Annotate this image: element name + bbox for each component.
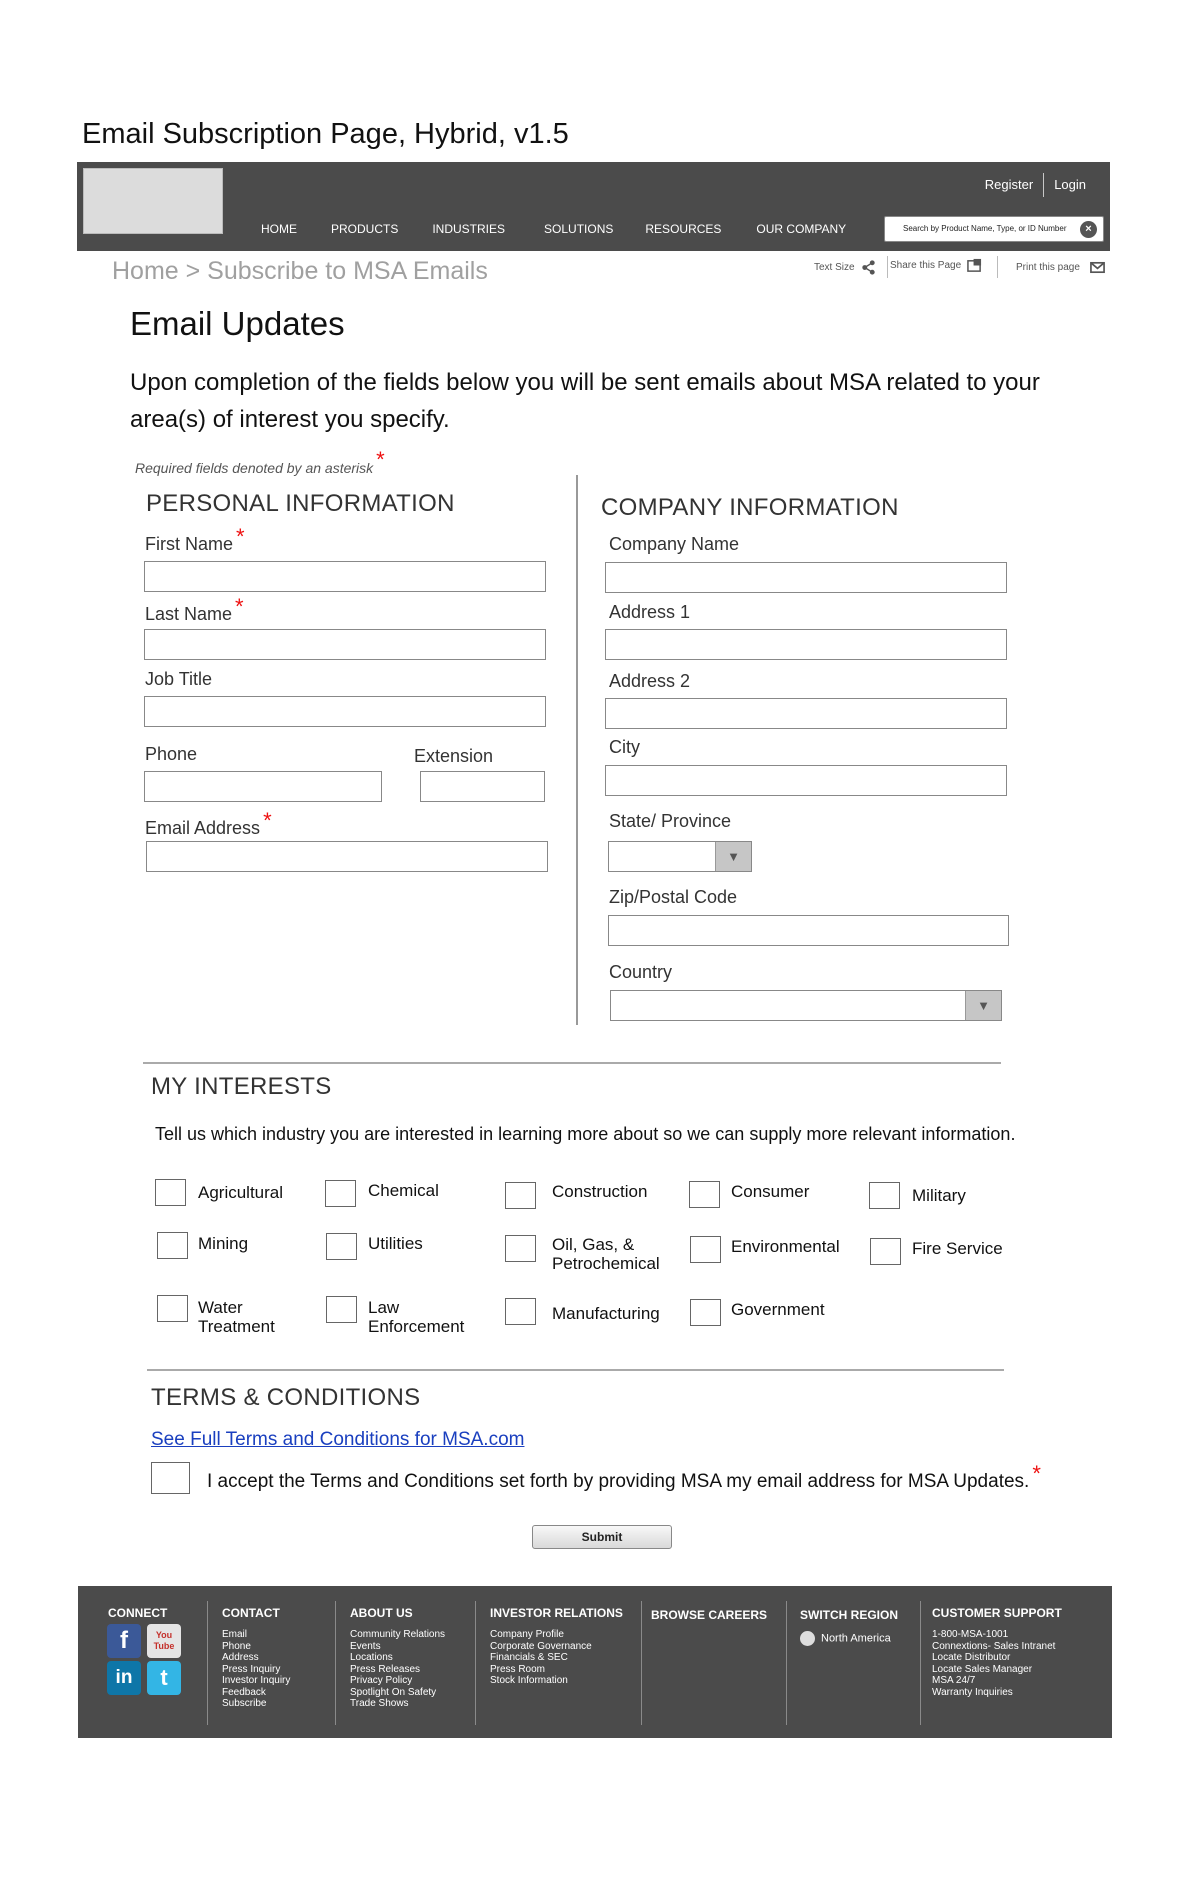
label-chemical: Chemical [368, 1181, 439, 1200]
required-asterisk: * [263, 808, 272, 833]
nav-home[interactable]: HOME [261, 222, 297, 236]
clear-search-icon[interactable]: × [1080, 221, 1097, 238]
required-asterisk: * [235, 594, 244, 619]
label-military: Military [912, 1186, 966, 1205]
country-label: Country [609, 962, 673, 982]
checkbox-environmental[interactable] [690, 1236, 721, 1263]
footer-link[interactable]: Email [222, 1629, 248, 1640]
footer-contact [222, 1606, 290, 1710]
first-name-label-text: First Name [145, 534, 234, 554]
checkbox-law-enforcement[interactable] [326, 1296, 357, 1323]
logo-placeholder[interactable] [83, 168, 223, 234]
label-agricultural: Agricultural [198, 1183, 284, 1202]
text-size-control[interactable] [814, 260, 876, 275]
required-asterisk: * [376, 447, 385, 472]
checkbox-water-treatment[interactable] [157, 1295, 188, 1322]
intro-text: Upon completion of the fields below you will be sent emails about MSA related to your area(s) of interest you specify. [130, 369, 1040, 433]
checkbox-construction[interactable] [505, 1182, 536, 1209]
site-header [77, 162, 1110, 251]
checkbox-mining[interactable] [157, 1232, 188, 1259]
share-window-icon [967, 258, 982, 273]
checkbox-manufacturing[interactable] [505, 1298, 536, 1325]
footer-contact-heading: CONTACT [222, 1606, 280, 1620]
label-oil-gas: Oil, Gas, & Petrochemical [552, 1235, 660, 1273]
divider [335, 1601, 336, 1725]
checkbox-military[interactable] [869, 1182, 900, 1209]
accept-terms-text: I accept the Terms and Conditions set forth by providing MSA my email address for MSA Updates. [207, 1471, 1030, 1492]
footer-support-heading: CUSTOMER SUPPORT [932, 1606, 1062, 1620]
address1-input[interactable] [605, 629, 1007, 660]
footer-support [932, 1606, 1062, 1698]
youtube-icon[interactable]: You Tube [147, 1624, 181, 1658]
label-consumer: Consumer [731, 1182, 810, 1201]
footer-careers [651, 1606, 767, 1631]
document-title: Email Subscription Page, Hybrid, v1.5 [82, 118, 569, 150]
job-title-label: Job Title [145, 669, 213, 689]
last-name-label [145, 594, 244, 626]
main-nav [261, 222, 846, 236]
footer-link[interactable]: Press Room [490, 1663, 546, 1675]
last-name-input[interactable] [144, 629, 546, 660]
checkbox-government[interactable] [690, 1299, 721, 1326]
column-divider [576, 475, 578, 1025]
footer-link[interactable]: Address [222, 1652, 259, 1663]
divider [887, 256, 888, 278]
footer-link[interactable]: MSA 24/7 [932, 1675, 976, 1686]
checkbox-chemical[interactable] [325, 1180, 356, 1207]
divider [786, 1601, 787, 1725]
email-input[interactable] [146, 841, 548, 872]
checkbox-agricultural[interactable] [155, 1179, 186, 1206]
required-note [135, 447, 385, 479]
required-asterisk: * [236, 524, 245, 549]
first-name-label [145, 524, 245, 556]
dropdown-arrow-icon: ▼ [715, 842, 751, 871]
extension-input[interactable] [420, 771, 545, 802]
last-name-label-text: Last Name [145, 604, 233, 624]
company-section-title: COMPANY INFORMATION [601, 494, 899, 521]
footer-about-heading: ABOUT US [350, 1606, 413, 1620]
footer-link[interactable]: Locate Distributor [932, 1652, 1011, 1663]
terms-link[interactable]: See Full Terms and Conditions for MSA.com [151, 1429, 525, 1450]
footer-link[interactable]: Subscribe [222, 1698, 267, 1709]
section-divider [147, 1369, 1004, 1371]
divider [475, 1601, 476, 1725]
footer-link[interactable]: Phone [222, 1640, 251, 1652]
search-placeholder: Search by Product Name, Type, or ID Number [903, 224, 1067, 233]
email-label-text: Email Address [145, 818, 261, 838]
footer-region-heading: SWITCH REGION [800, 1608, 898, 1622]
footer-link[interactable]: Privacy Policy [350, 1675, 413, 1686]
nav-solutions[interactable]: SOLUTIONS [544, 222, 614, 236]
nav-products[interactable]: PRODUCTS [331, 222, 399, 236]
print-page-control[interactable] [1016, 260, 1105, 275]
footer-link[interactable]: Connextions- Sales Intranet [932, 1640, 1056, 1652]
extension-label: Extension [414, 746, 494, 766]
print-label: Print this page [1016, 262, 1080, 273]
facebook-icon[interactable]: f [107, 1624, 141, 1658]
accept-terms-label [207, 1461, 1041, 1493]
personal-section-title: PERSONAL INFORMATION [146, 490, 455, 517]
footer-link[interactable]: Press Inquiry [222, 1663, 281, 1675]
required-note-text: Required fields denoted by an asterisk [135, 460, 374, 476]
checkbox-fire-service[interactable] [870, 1238, 901, 1265]
footer-link[interactable]: Community Relations [350, 1629, 446, 1640]
globe-icon [800, 1631, 815, 1646]
share-label: Share this Page [890, 260, 962, 271]
envelope-icon [1090, 260, 1105, 275]
footer-link[interactable]: Stock Information [490, 1675, 568, 1686]
search-input[interactable] [884, 216, 1104, 242]
terms-section-title: TERMS & CONDITIONS [151, 1384, 421, 1411]
label-manufacturing: Manufacturing [552, 1304, 660, 1323]
divider [997, 256, 998, 278]
checkbox-consumer[interactable] [689, 1181, 720, 1208]
site-footer [78, 1586, 1112, 1738]
label-utilities: Utilities [368, 1234, 423, 1253]
footer-connect-heading: CONNECT [108, 1606, 168, 1620]
login-link[interactable]: Login [1054, 177, 1086, 192]
address1-label: Address 1 [609, 602, 691, 622]
company-name-input[interactable] [605, 562, 1007, 593]
footer-link[interactable]: Press Releases [350, 1663, 421, 1675]
section-divider [143, 1062, 1001, 1064]
footer-link[interactable]: 1-800-MSA-1001 [932, 1629, 1009, 1640]
accept-terms-checkbox[interactable] [151, 1462, 190, 1494]
address2-input[interactable] [605, 698, 1007, 729]
label-environmental: Environmental [731, 1237, 840, 1256]
register-link[interactable]: Register [984, 177, 1034, 192]
submit-button[interactable]: Submit [532, 1525, 672, 1549]
state-label: State/ Province [609, 811, 732, 831]
required-asterisk: * [1032, 1461, 1041, 1486]
nav-our-company[interactable]: OUR COMPANY [756, 222, 847, 236]
breadcrumb[interactable]: Home > Subscribe to MSA Emails [112, 257, 488, 285]
text-size-label: Text Size [814, 262, 855, 273]
region-value: North America [821, 1632, 891, 1645]
country-select[interactable] [610, 990, 1002, 1021]
footer-region [800, 1606, 898, 1646]
footer-link[interactable]: Trade Shows [350, 1698, 409, 1709]
footer-link[interactable]: Feedback [222, 1686, 266, 1698]
email-label [145, 808, 272, 840]
footer-link[interactable]: Locate Sales Manager [932, 1663, 1033, 1675]
footer-link[interactable]: Locations [350, 1652, 393, 1663]
label-government: Government [731, 1300, 825, 1319]
linkedin-icon[interactable]: in [107, 1661, 141, 1695]
label-mining: Mining [198, 1234, 249, 1253]
footer-investor [490, 1606, 623, 1687]
phone-input[interactable] [144, 771, 382, 802]
divider [207, 1601, 208, 1725]
checkbox-utilities[interactable] [326, 1233, 357, 1260]
divider [641, 1601, 642, 1725]
company-name-label: Company Name [609, 534, 740, 554]
label-construction: Construction [552, 1182, 648, 1201]
dropdown-arrow-icon: ▼ [965, 991, 1001, 1020]
region-selector[interactable] [800, 1631, 898, 1646]
address2-label: Address 2 [609, 671, 691, 691]
divider [920, 1601, 921, 1725]
nav-resources[interactable]: RESOURCES [645, 222, 722, 236]
account-links [975, 172, 1096, 198]
label-law-enforcement: Law Enforcement [368, 1298, 465, 1336]
share-page-control[interactable] [890, 258, 982, 273]
share-nodes-icon [861, 260, 876, 275]
footer-careers-heading[interactable]: BROWSE CAREERS [651, 1608, 768, 1622]
zip-input[interactable] [608, 915, 1009, 946]
interests-section-title: MY INTERESTS [151, 1073, 332, 1100]
footer-link[interactable]: Spotlight On Safety [350, 1686, 437, 1698]
twitter-icon[interactable]: t [147, 1661, 181, 1695]
footer-about [350, 1606, 445, 1710]
page-title: Email Updates [130, 305, 345, 342]
label-water-treatment: Water Treatment [198, 1298, 275, 1336]
footer-link[interactable]: Events [350, 1640, 381, 1652]
city-input[interactable] [605, 765, 1007, 796]
footer-link[interactable]: Warranty Inquiries [932, 1686, 1013, 1698]
zip-label: Zip/Postal Code [609, 887, 738, 907]
footer-link[interactable]: Corporate Governance [490, 1640, 592, 1652]
footer-investor-heading: INVESTOR RELATIONS [490, 1606, 623, 1620]
footer-link[interactable]: Financials & SEC [490, 1652, 568, 1663]
checkbox-oil-gas[interactable] [505, 1235, 536, 1262]
nav-industries[interactable]: INDUSTRIES [432, 222, 506, 236]
city-label: City [609, 737, 640, 757]
state-select[interactable] [608, 841, 752, 872]
footer-link[interactable]: Investor Inquiry [222, 1675, 291, 1686]
label-fire-service: Fire Service [912, 1239, 1003, 1258]
footer-link[interactable]: Company Profile [490, 1629, 564, 1640]
interests-description: Tell us which industry you are interested in learning more about so we can supply more relevant information. [155, 1124, 1016, 1144]
first-name-input[interactable] [144, 561, 546, 592]
job-title-input[interactable] [144, 696, 546, 727]
phone-label: Phone [145, 744, 198, 764]
